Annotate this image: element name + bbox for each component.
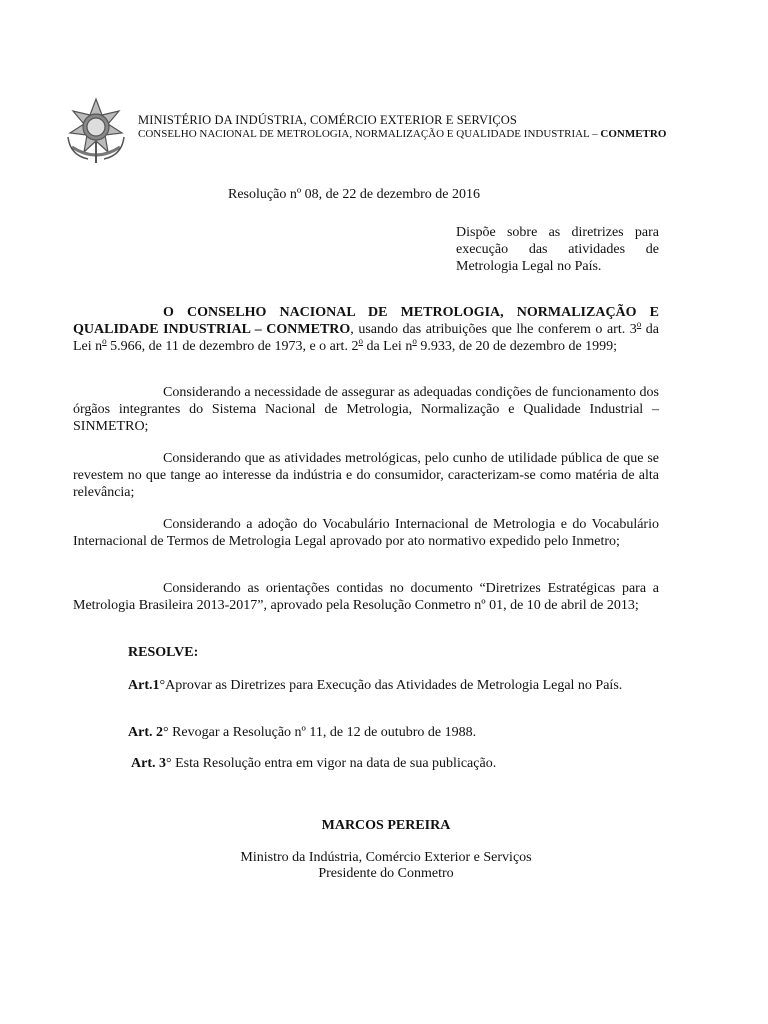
article-text: °Aprovar as Diretrizes para Execução das Atividades de Metrologia Legal no País. (159, 678, 623, 693)
article-2 (128, 724, 668, 741)
preamble-text: da Lei n (362, 339, 413, 354)
signatory-role: Presidente do Conmetro (318, 866, 454, 881)
council-acronym: CONMETRO (600, 128, 667, 140)
council-heading (138, 128, 666, 140)
article-1 (128, 677, 668, 694)
council-full-name: O CONSELHO NACIONAL DE METROLOGIA, NORMALIZAÇÃO E QUALIDADE INDUSTRIAL – CONMETRO (73, 305, 659, 337)
article-label: Art.1 (128, 678, 160, 693)
article-text: ° Esta Resolução entra em vigor na data de sua publicação. (166, 756, 497, 771)
consideration-text: Considerando a necessidade de assegurar as adequadas condições de funcionamento dos órgãos integrantes do Sistema Nacional de Metrologia, Normalização e Qualidade Industrial – SINMETRO; (73, 385, 659, 434)
preamble-text: , usando das atribuições que lhe conferem o art. 3 (350, 322, 637, 337)
council-name: CONSELHO NACIONAL DE METROLOGIA, NORMALIZAÇÃO E QUALIDADE INDUSTRIAL – (138, 128, 598, 140)
consideration-paragraph (73, 516, 659, 550)
preamble-text: 9.933, de 20 de dezembro de 1999; (416, 339, 618, 354)
resolution-summary: Dispõe sobre as diretrizes para execução das atividades de Metrologia Legal no País. (456, 225, 659, 274)
consideration-paragraph (73, 384, 659, 435)
preamble-text: 5.966, de 11 de dezembro de 1973, e o art. 2 (106, 339, 359, 354)
preamble-text: da Lei n (73, 322, 660, 354)
article-label: Art. 3 (131, 756, 166, 771)
article-label: Art. 2 (128, 725, 163, 740)
signatory-name: MARCOS PEREIRA (321, 818, 451, 833)
consideration-text: Considerando a adoção do Vocabulário Internacional de Metrologia e do Vocabulário Internacional de Termos de Metrologia Legal aprovado por ato normativo expedido pelo Inmetro; (73, 517, 659, 549)
superscript: o (412, 336, 417, 346)
consideration-text: Considerando as orientações contidas no documento “Diretrizes Estratégicas para a Metrologia Brasileira 2013-2017”, aprovado pela Resolução Conmetro nº 01, de 10 de abril de 2013; (73, 581, 659, 613)
signatory-role: Ministro da Indústria, Comércio Exterior e Serviços (240, 850, 532, 865)
article-text: ° Revogar a Resolução nº 11, de 12 de outubro de 1988. (163, 725, 477, 740)
brazil-coat-of-arms-icon (64, 97, 128, 165)
ministry-heading: MINISTÉRIO DA INDÚSTRIA, COMÉRCIO EXTERIOR E SERVIÇOS (138, 113, 517, 127)
resolution-title: Resolução nº 08, de 22 de dezembro de 2016 (228, 187, 480, 202)
preamble-paragraph (73, 304, 659, 355)
consideration-text: Considerando que as atividades metrológicas, pelo cunho de utilidade pública de que se revestem no que tange ao interesse da indústria e do consumidor, caracterizam-se como matéria de alta relevância; (73, 451, 659, 500)
resolve-heading: RESOLVE: (128, 645, 199, 660)
superscript: o (636, 319, 642, 329)
article-3 (131, 755, 671, 772)
consideration-paragraph (73, 580, 659, 614)
consideration-paragraph (73, 450, 659, 501)
superscript: o (102, 336, 107, 346)
superscript: o (358, 336, 363, 346)
